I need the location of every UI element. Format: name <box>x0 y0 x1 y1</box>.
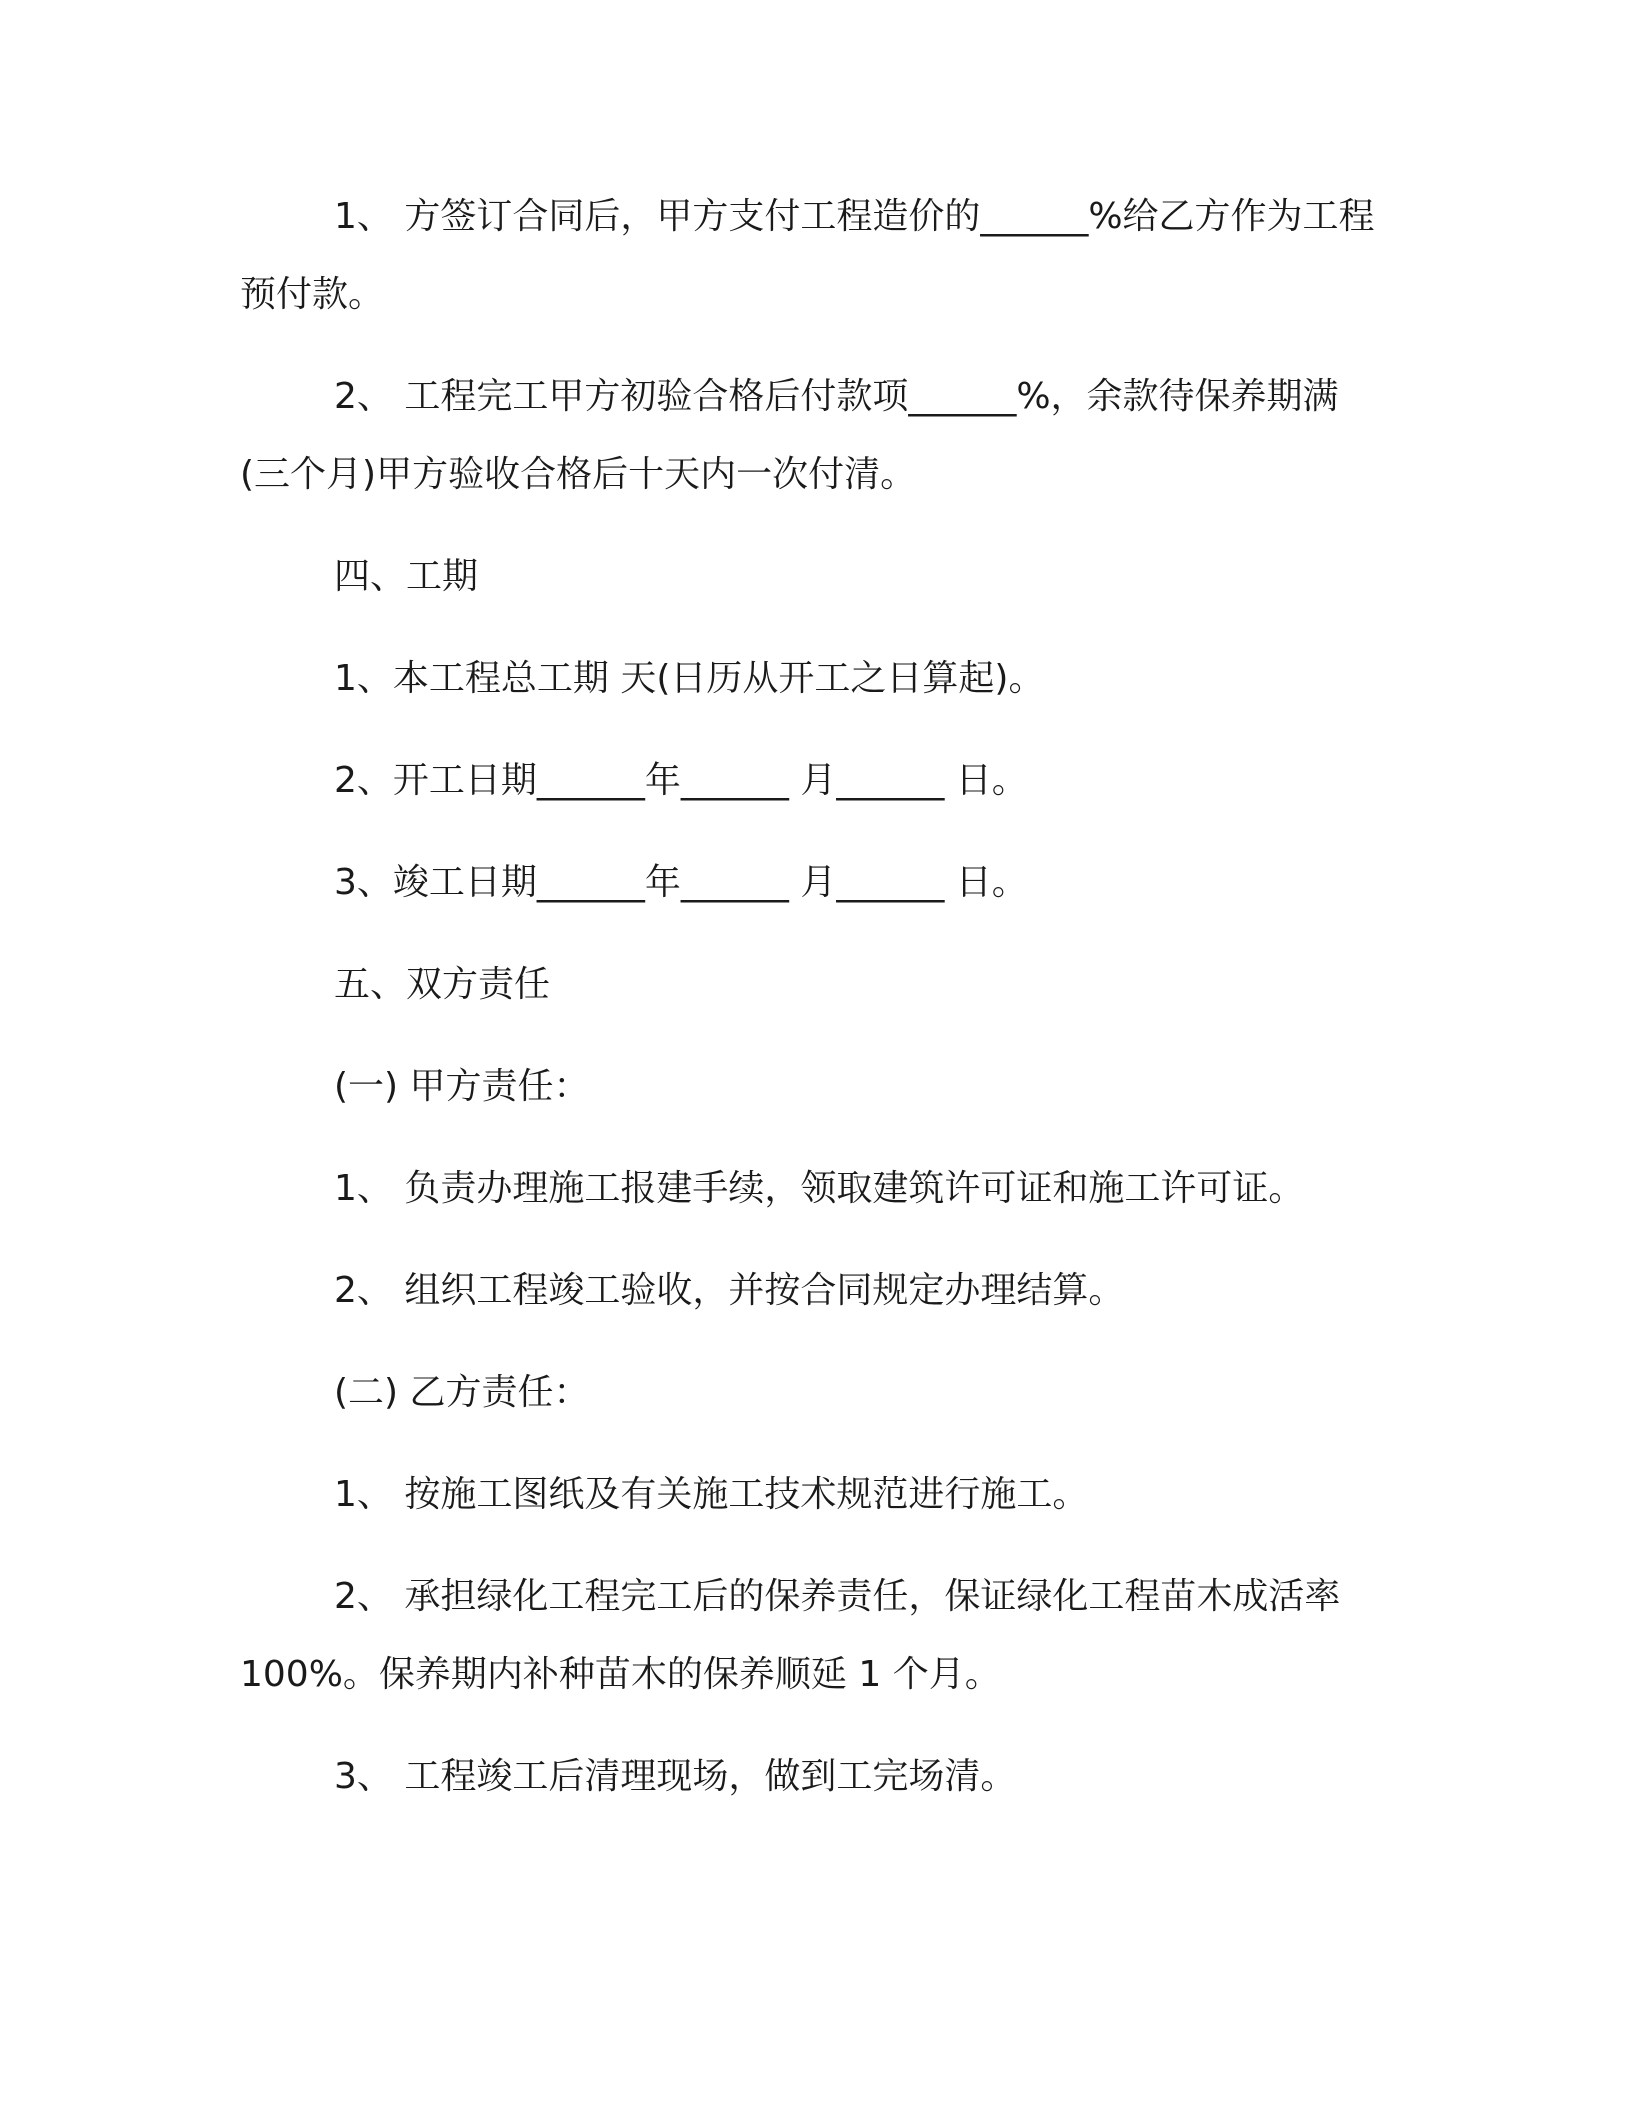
paragraph-start-date: 2、开工日期______年______ 月______ 日。 <box>334 760 1028 801</box>
paragraph-completion-date: 3、竣工日期______年______ 月______ 日。 <box>334 862 1028 903</box>
paragraph-party-b-item-2: 2、 承担绿化工程完工后的保养责任，保证绿化工程苗木成活率100%。保养期内补种苗木的保养顺延 1 个月。 <box>240 1576 1341 1695</box>
section-heading-schedule: 四、工期 <box>334 556 479 597</box>
section-heading-responsibilities: 五、双方责任 <box>334 964 551 1005</box>
subheading-party-a: (一) 甲方责任： <box>334 1066 590 1107</box>
paragraph-final-payment: 2、 工程完工甲方初验合格后付款项______%，余款待保养期满(三个月)甲方验收合格后十天内一次付清。 <box>240 376 1339 495</box>
subheading-party-b: (二) 乙方责任： <box>334 1372 590 1413</box>
paragraph-total-duration: 1、本工程总工期 天(日历从开工之日算起)。 <box>334 658 1045 699</box>
paragraph-party-a-item-1: 1、 负责办理施工报建手续，领取建筑许可证和施工许可证。 <box>334 1168 1305 1209</box>
paragraph-prepayment: 1、 方签订合同后，甲方支付工程造价的______%给乙方作为工程预付款。 <box>240 196 1375 315</box>
paragraph-party-b-item-3: 3、 工程竣工后清理现场，做到工完场清。 <box>334 1756 1017 1797</box>
paragraph-party-a-item-2: 2、 组织工程竣工验收，并按合同规定办理结算。 <box>334 1270 1125 1311</box>
paragraph-party-b-item-1: 1、 按施工图纸及有关施工技术规范进行施工。 <box>334 1474 1089 1515</box>
